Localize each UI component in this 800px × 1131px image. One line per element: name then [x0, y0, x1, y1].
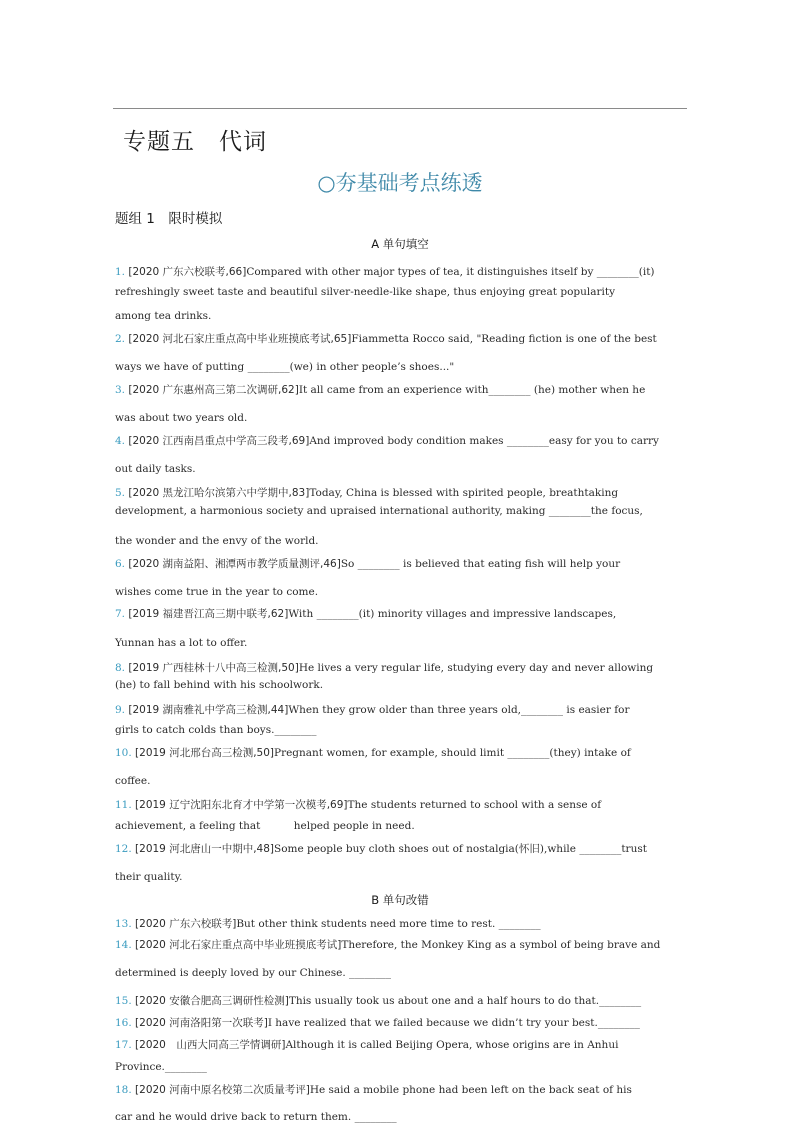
question-number: 1.	[115, 266, 126, 278]
question-text: And improved body condition makes ________easy for you to carry	[309, 435, 659, 447]
question-text: was about two years old.	[115, 412, 248, 424]
question-text: Yunnan has a lot to offer.	[115, 637, 248, 649]
question-text: Although it is called Beijing Opera, whose origins are in Anhui	[285, 1039, 619, 1051]
question-line	[115, 660, 687, 675]
question-number: 18.	[115, 1084, 132, 1096]
question-line	[115, 871, 687, 883]
question-source: [2020 河北石家庄重点高中毕业班摸底考试]	[135, 939, 342, 951]
question-line	[115, 937, 687, 952]
question-source: [2019 湖南雅礼中学高三检测,44]	[128, 704, 289, 716]
question-text: With ________(it) minority villages and impressive landscapes,	[288, 608, 617, 620]
question-line	[115, 412, 687, 424]
question-number: 3.	[115, 384, 126, 396]
question-text: coffee.	[115, 775, 151, 787]
question-text: girls to catch colds than boys.________	[115, 724, 317, 736]
question-line	[115, 724, 687, 736]
question-text: development, a harmonious society and upraised international authority, making ________the focus,	[115, 505, 643, 517]
question-text: achievement, a feeling that helped people in need.	[115, 820, 415, 832]
question-text: refreshingly sweet taste and beautiful silver-needle-like shape, thus enjoying great popularity	[115, 286, 616, 298]
question-text: (he) to fall behind with his schoolwork.	[115, 679, 324, 691]
question-text: He lives a very regular life, studying every day and never allowing	[298, 662, 654, 674]
question-source: [2020 黑龙江哈尔滨第六中学期中,83]	[128, 487, 310, 499]
question-text: Some people buy cloth shoes out of nostalgia(怀旧),while ________trust	[274, 843, 647, 855]
question-source: [2019 福建晋江高三期中联考,62]	[128, 608, 289, 620]
question-text: Therefore, the Monkey King as a symbol of being brave and	[341, 939, 661, 951]
question-line	[115, 797, 687, 812]
question-source: [2020 河北石家庄重点高中毕业班摸底考试,65]	[128, 333, 352, 345]
question-line	[115, 382, 687, 397]
question-source: [2020 河南中原名校第二次质量考评]	[135, 1084, 310, 1096]
question-number: 8.	[115, 662, 126, 674]
group-title: 题组 1 限时模拟	[115, 211, 223, 227]
question-text: Today, China is blessed with spirited people, breathtaking	[309, 487, 619, 499]
question-line	[115, 361, 687, 373]
question-number: 16.	[115, 1017, 132, 1029]
question-text: I have realized that we failed because we didn’t try your best.________	[267, 1017, 640, 1029]
question-text: their quality.	[115, 871, 183, 883]
question-line	[115, 679, 687, 691]
question-line	[115, 775, 687, 787]
question-text: Province.________	[115, 1061, 207, 1073]
question-text: among tea drinks.	[115, 310, 212, 322]
question-line	[115, 463, 687, 475]
question-source: [2019 辽宁沈阳东北育才中学第一次模考,69]	[135, 799, 348, 811]
question-text: Pregnant women, for example, should limit ________(they) intake of	[274, 747, 631, 759]
question-source: [2020 广东六校联考]	[135, 918, 237, 930]
chapter-title: 专题五 代词	[123, 129, 267, 155]
question-line	[115, 606, 687, 621]
question-line	[115, 505, 687, 517]
question-line	[115, 535, 687, 547]
question-text: When they grow older than three years old,________ is easier for	[288, 704, 630, 716]
question-number: 6.	[115, 558, 126, 570]
question-line	[115, 556, 687, 571]
question-source: [2020 广东惠州高三第二次调研,62]	[128, 384, 299, 396]
question-line	[115, 586, 687, 598]
question-number: 9.	[115, 704, 126, 716]
question-number: 11.	[115, 799, 132, 811]
question-source: [2019 广西桂林十八中高三检测,50]	[128, 662, 299, 674]
header-rule	[113, 108, 687, 109]
question-line	[115, 1037, 687, 1052]
question-line	[115, 820, 687, 832]
question-line	[115, 331, 687, 346]
question-line	[115, 1111, 687, 1123]
part-b-label: B 单句改错	[371, 893, 429, 907]
question-text: Fiammetta Rocco said, "Reading fiction is one of the best	[351, 333, 657, 345]
question-number: 5.	[115, 487, 126, 499]
question-text: This usually took us about one and a half hours to do that.________	[288, 995, 642, 1007]
question-number: 14.	[115, 939, 132, 951]
question-source: [2019 河北邢台高三检测,50]	[135, 747, 274, 759]
question-number: 17.	[115, 1039, 132, 1051]
question-line	[115, 916, 687, 931]
question-line	[115, 485, 687, 500]
question-number: 2.	[115, 333, 126, 345]
question-number: 15.	[115, 995, 132, 1007]
question-text: ways we have of putting ________(we) in other people’s shoes..."	[115, 361, 455, 373]
question-text: He said a mobile phone had been left on the back seat of his	[309, 1084, 632, 1096]
question-source: [2020 广东六校联考,66]	[128, 266, 247, 278]
question-source: [2019 河北唐山一中期中,48]	[135, 843, 274, 855]
question-number: 4.	[115, 435, 126, 447]
part-a-label: A 单句填空	[371, 237, 429, 251]
question-text: It all came from an experience with________ (he) mother when he	[298, 384, 646, 396]
question-source: [2020 湖南益阳、湘潭两市教学质量测评,46]	[128, 558, 341, 570]
question-text: car and he would drive back to return them. ________	[115, 1111, 397, 1123]
question-source: [2020 江西南昌重点中学高三段考,69]	[128, 435, 310, 447]
question-line	[115, 993, 687, 1008]
question-line	[115, 745, 687, 760]
question-line	[115, 1061, 687, 1073]
question-line	[115, 1015, 687, 1030]
question-line	[115, 310, 687, 322]
question-text: But other think students need more time to rest. ________	[236, 918, 541, 930]
question-source: [2020 山西大同高三学情调研]	[135, 1039, 286, 1051]
question-line	[115, 1082, 687, 1097]
question-text: The students returned to school with a sense of	[347, 799, 602, 811]
question-line	[115, 967, 687, 979]
question-line	[115, 264, 687, 279]
question-number: 12.	[115, 843, 132, 855]
question-number: 10.	[115, 747, 132, 759]
section-title: ○夯基础考点练透	[317, 171, 483, 195]
question-text: determined is deeply loved by our Chinese. ________	[115, 967, 392, 979]
question-line	[115, 433, 687, 448]
question-line	[115, 841, 687, 856]
question-text: the wonder and the envy of the world.	[115, 535, 319, 547]
question-text: wishes come true in the year to come.	[115, 586, 319, 598]
question-text: So ________ is believed that eating fish will help your	[340, 558, 621, 570]
question-number: 7.	[115, 608, 126, 620]
question-source: [2020 安徽合肥高三调研性检测]	[135, 995, 289, 1007]
question-text: Compared with other major types of tea, it distinguishes itself by ________(it)	[246, 266, 655, 278]
question-source: [2020 河南洛阳第一次联考]	[135, 1017, 268, 1029]
question-line	[115, 286, 687, 298]
question-line	[115, 702, 687, 717]
question-text: out daily tasks.	[115, 463, 196, 475]
question-number: 13.	[115, 918, 132, 930]
question-line	[115, 637, 687, 649]
